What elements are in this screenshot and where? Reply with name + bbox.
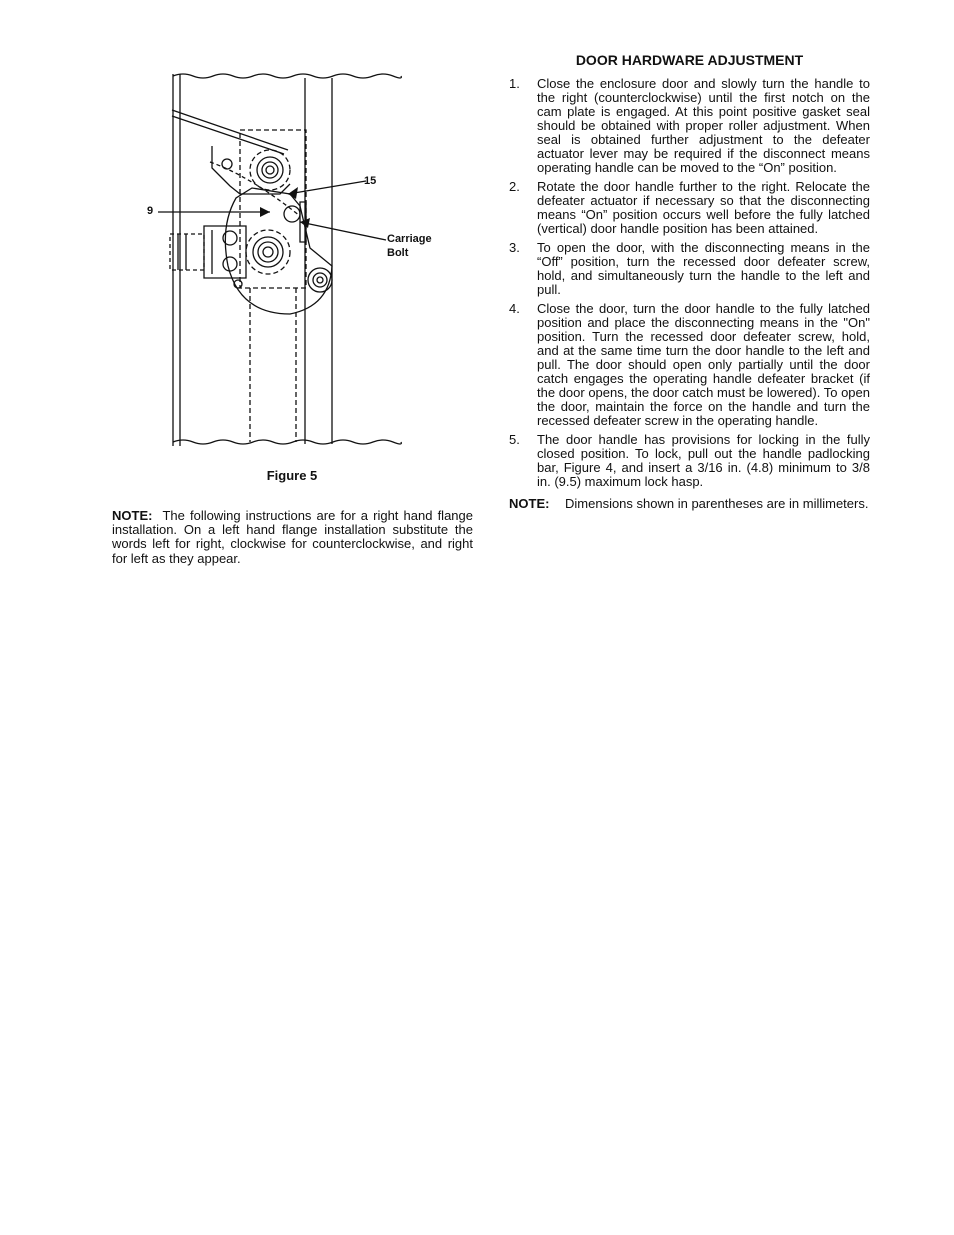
callout-9: 9: [147, 205, 154, 217]
step-number: 2.: [509, 179, 520, 194]
step-item: [509, 77, 870, 175]
step-text: Close the door, turn the door handle to the fully latched position and place the disconnecting means in the "On" position. Turn the recessed door defeater screw, hold, and at the same time turn the door handle to the left and pull. The door should open only partially until the door catch engages the operating handle defeater bracket (if the door opens, the door catch must be lowered). To open the door, maintain the force on the handle and turn the recessed defeater screw in the operating handle.: [537, 301, 870, 428]
dimensions-note-label: NOTE:: [509, 496, 550, 511]
step-number: 4.: [509, 301, 520, 316]
figure-caption: Figure 5: [266, 468, 318, 483]
door-hardware-illustration: [140, 66, 420, 452]
dimensions-note: [509, 497, 870, 511]
left-note: [112, 509, 473, 566]
step-text: Close the enclosure door and slowly turn the handle to the right (counterclockwise) until the first notch on the cam plate is engaged. At this point positive gasket seal should be obtained with proper roller adjustment. When seal is obtained further adjustment to the defeater actuator lever may be required if the disconnect means operating handle can be moved to the “On” position.: [537, 76, 870, 175]
left-note-text: The following instructions are for a right hand flange installation. On a left hand flange installation substitute the words left for right, clockwise for counterclockwise, and right for left as they appear.: [112, 508, 473, 566]
left-note-label: NOTE:: [112, 508, 153, 523]
callout-carriage-label: Carriage: [387, 233, 432, 245]
step-item: [509, 180, 870, 236]
step-text: Rotate the door handle further to the right. Relocate the defeater actuator if necessary so that the disconnecting means “On” position occurs well before the fully latched (vertical) door handle position has been attained.: [537, 179, 870, 236]
door-hardware-section: [509, 52, 870, 511]
adjustment-steps: [509, 77, 870, 489]
step-item: [509, 302, 870, 428]
step-number: 3.: [509, 240, 520, 255]
step-text: The door handle has provisions for locking in the fully closed position. To lock, pull out the handle padlocking bar, Figure 4, and insert a 3/16 in. (4.8) minimum to 3/8 in. (9.5) maximum lock hasp.: [537, 432, 870, 489]
step-text: To open the door, with the disconnecting means in the “Off” position, turn the recessed door defeater screw, hold, and simultaneously turn the handle to the left and pull.: [537, 240, 870, 297]
callout-15: 15: [364, 175, 377, 187]
figure-5-drawing: [140, 66, 432, 452]
dimensions-note-text: Dimensions shown in parentheses are in millimeters.: [565, 496, 869, 511]
step-item: [509, 241, 870, 297]
step-item: [509, 433, 870, 489]
step-number: 1.: [509, 76, 520, 91]
step-number: 5.: [509, 432, 520, 447]
callout-carriage-bolt: [387, 232, 432, 260]
section-heading: DOOR HARDWARE ADJUSTMENT: [575, 52, 804, 68]
callout-bolt-label: Bolt: [387, 247, 409, 259]
